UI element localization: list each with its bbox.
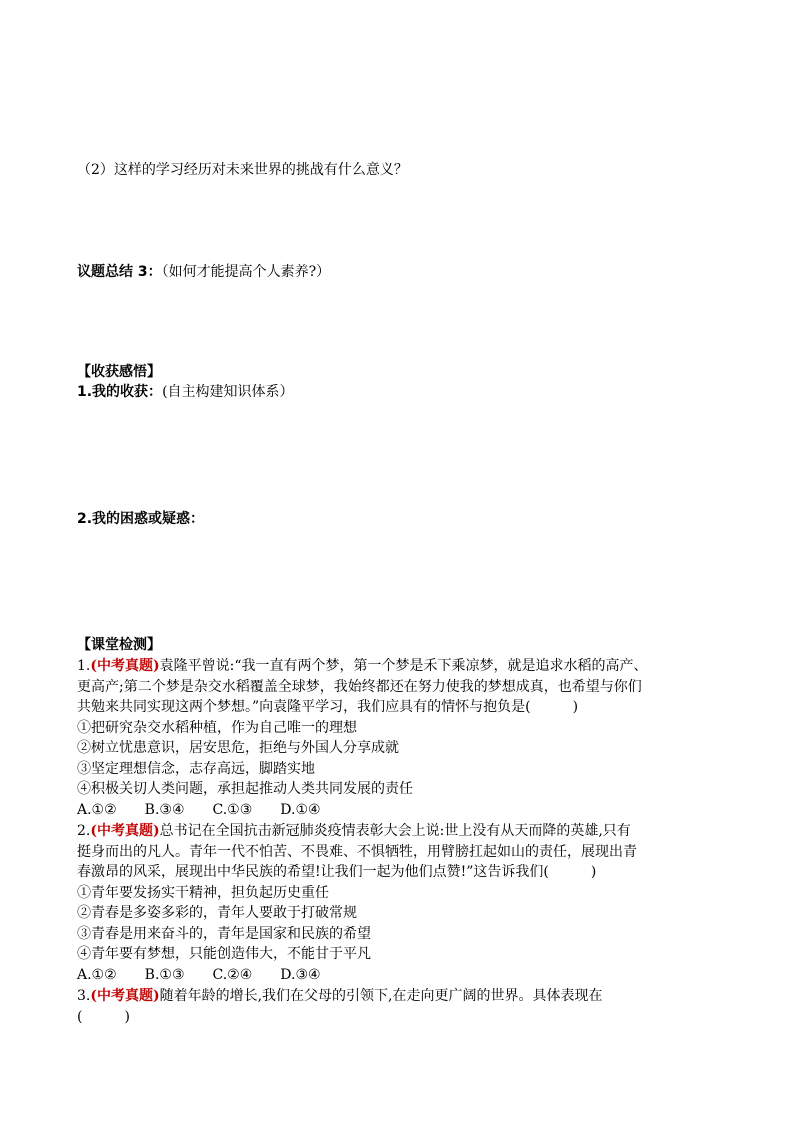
class-check-heading: 【课堂检测】 [77, 637, 161, 653]
question-3-text: 随着年龄的增长,我们在父母的引领下,在走向更广阔的世界。具体表现在 [159, 988, 603, 1004]
question-1-option-3: ③坚定理想信念，志存高远，脚踏实地 [77, 761, 315, 777]
summary-text: （如何才能提高个人素养?） [161, 264, 331, 280]
question-3-line-2: ( ) [77, 1009, 130, 1025]
exam-tag: (中考真题) [90, 988, 160, 1004]
question-1-number: 1. [77, 658, 91, 674]
harvest-item-1-label: 1.我的收获： [77, 384, 163, 400]
question-3-number: 3. [77, 988, 91, 1004]
question-2-line-3: 春激昂的风采，展现出中华民族的希望!让我们一起为他们点赞!”这告诉我们( ) [77, 864, 597, 880]
question-2-answers: A.①② B.①③ C.②④ D.③④ [77, 967, 321, 983]
question-2-option-3: ③青春是用来奋斗的，青年是国家和民族的希望 [77, 926, 371, 942]
question-1-line-3: 共勉来共同实现这两个梦想。”向袁隆平学习，我们应具有的情怀与抱负是( ) [77, 699, 579, 715]
question-2-option-1: ①青年要发扬实干精神，担负起历史重任 [77, 885, 329, 901]
question-1-line-1 [77, 656, 647, 676]
question-1-line-2: 更高产;第二个梦是杂交水稻覆盖全球梦，我始终都还在努力使我的梦想成真，也希望与你们 [77, 679, 642, 695]
question-3-line-1 [77, 986, 603, 1006]
question-2-line-2: 挺身而出的凡人。青年一代不怕苦、不畏难、不惧牺牲，用臂膀扛起如山的责任，展现出青 [77, 844, 637, 860]
reflection-question-2: （2）这样的学习经历对未来世界的挑战有什么意义？ [77, 162, 408, 178]
harvest-item-1 [77, 382, 294, 402]
question-1-answers: A.①② B.③④ C.①③ D.①④ [77, 802, 321, 818]
question-2-option-2: ②青春是多姿多彩的，青年人要敢于打破常规 [77, 905, 357, 921]
question-2-text: 总书记在全国抗击新冠肺炎疫情表彰大会上说:世上没有从天而降的英雄,只有 [159, 823, 631, 839]
harvest-item-1-text: (自主构建知识体系） [162, 384, 294, 400]
summary-label: 议题总结 3： [77, 264, 162, 280]
question-1-text: 袁隆平曾说:“我一直有两个梦，第一个梦是禾下乘凉梦，就是追求水稻的高产、 [159, 658, 648, 674]
harvest-heading: 【收获感悟】 [77, 364, 161, 380]
question-1-option-1: ①把研究杂交水稻种植，作为自己唯一的理想 [77, 720, 357, 736]
exam-tag: (中考真题) [90, 658, 160, 674]
exam-tag: (中考真题) [90, 823, 160, 839]
topic-summary-3 [77, 262, 330, 282]
question-1-option-2: ②树立忧患意识，居安思危，拒绝与外国人分享成就 [77, 740, 399, 756]
harvest-item-2-label: 2.我的困惑或疑惑： [77, 511, 205, 527]
question-2-number: 2. [77, 823, 91, 839]
question-1-option-4: ④积极关切人类问题，承担起推动人类共同发展的责任 [77, 781, 413, 797]
question-2-option-4: ④青年要有梦想，只能创造伟大，不能甘于平凡 [77, 946, 371, 962]
question-2-line-1 [77, 821, 631, 841]
